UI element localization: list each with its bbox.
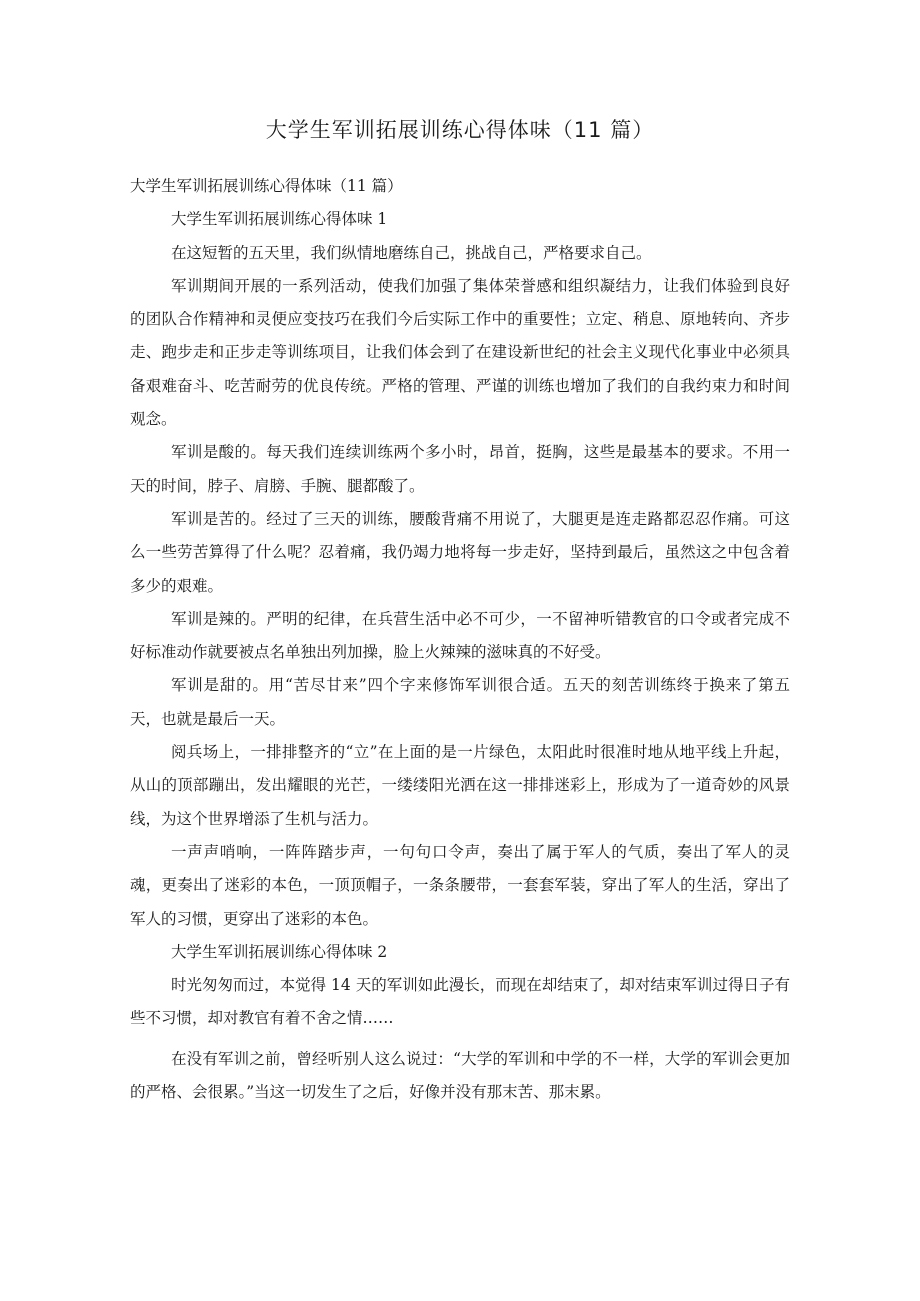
body-paragraph: 时光匆匆而过，本觉得 14 天的军训如此漫长，而现在却结束了，却对结束军训过得日子有些不习惯，却对教官有着不舍之情…… xyxy=(130,976,790,1028)
document-title: 大学生军训拓展训练心得体味（11 篇） xyxy=(265,118,655,142)
section-heading-2: 大学生军训拓展训练心得体味 2 xyxy=(171,942,388,961)
body-paragraph: 军训是辣的。严明的纪律，在兵营生活中必不可少，一不留神听错教官的口令或者完成不好标准动作就要被点名单独出列加操，脸上火辣辣的滋味真的不好受。 xyxy=(130,609,790,662)
body-paragraph: 阅兵场上，一排排整齐的“立”在上面的是一片绿色，太阳此时很准时地从地平线上升起，从山的顶部蹦出，发出耀眼的光芒，一缕缕阳光洒在这一排排迷彩上，形成为了一道奇妙的风景线，为这个世界增添了生机与活力。 xyxy=(130,743,790,828)
body-paragraph: 在这短暂的五天里，我们纵情地磨练自己，挑战自己，严格要求自己。 xyxy=(171,243,652,262)
section-heading-1: 大学生军训拓展训练心得体味 1 xyxy=(171,210,388,229)
subtitle-paragraph: 大学生军训拓展训练心得体味（11 篇） xyxy=(130,177,403,195)
body-paragraph: 军训期间开展的一系列活动，使我们加强了集体荣誉感和组织凝结力，让我们体验到良好的团队合作精神和灵便应变技巧在我们今后实际工作中的重要性；立定、稍息、原地转向、齐步走、跑步走和正步走等训练项目，让我们体会到了在建设新世纪的社会主义现代化事业中必须具备艰难奋斗、吃苦耐劳的优良传统。严格的管理、严谨的训练也增加了我们的自我约束力和时间观念。 xyxy=(130,276,790,429)
body-paragraph: 军训是苦的。经过了三天的训练，腰酸背痛不用说了，大腿更是连走路都忍忍作痛。可这么一些劳苦算得了什么呢？忍着痛，我仍竭力地将每一步走好，坚持到最后，虽然这之中包含着多少的艰难。 xyxy=(130,509,790,595)
document-body xyxy=(130,170,790,1109)
body-paragraph: 军训是甜的。用“苦尽甘来”四个字来修饰军训很合适。五天的刻苦训练终于换来了第五天，也就是最后一天。 xyxy=(130,676,790,728)
body-paragraph: 一声声哨响，一阵阵踏步声，一句句口令声，奏出了属于军人的气质，奏出了军人的灵魂，更奏出了迷彩的本色，一顶顶帽子，一条条腰带，一套套军装，穿出了军人的生活，穿出了军人的习惯，更穿出了迷彩的本色。 xyxy=(130,842,790,928)
body-paragraph: 军训是酸的。每天我们连续训练两个多小时，昂首，挺胸，这些是最基本的要求。不用一天的时间，脖子、肩膀、手腕、腿都酸了。 xyxy=(130,443,790,495)
body-paragraph: 在没有军训之前，曾经听别人这么说过：“大学的军训和中学的不一样，大学的军训会更加的严格、会很累。”当这一切发生了之后，好像并没有那末苦、那末累。 xyxy=(130,1049,790,1102)
